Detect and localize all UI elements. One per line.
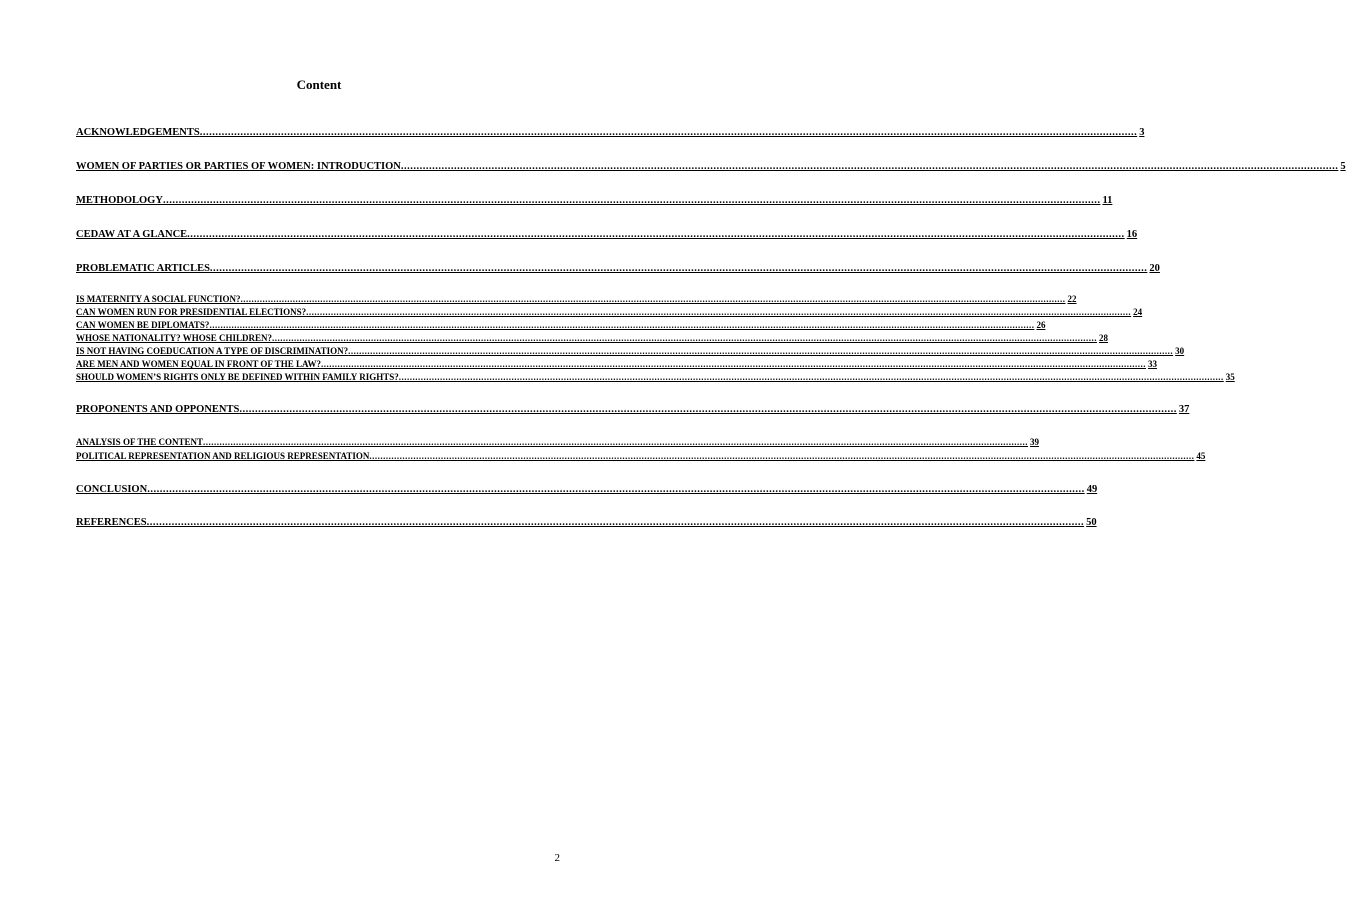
toc-leader-dots: ............................................................................................................................................................................................................................................................................................................ bbox=[209, 263, 1148, 274]
toc-entry-page: 28 bbox=[1098, 333, 1108, 343]
toc-entry-page: 11 bbox=[1102, 195, 1113, 206]
toc-subentry-equal-law[interactable] bbox=[76, 359, 1157, 369]
toc-entry-title: POLITICAL REPRESENTATION AND RELIGIOUS REPRESENTATION bbox=[76, 451, 370, 461]
toc-leader-dots: ............................................................................................................................................................................................................................................................................................................ bbox=[199, 127, 1138, 138]
toc-leader-dots: ............................................................................................................................................................................................................................................................................................................ bbox=[398, 372, 1224, 382]
toc-entry-title: IS NOT HAVING COEDUCATION A TYPE OF DISCRIMINATION? bbox=[76, 346, 349, 356]
table-of-contents bbox=[76, 0, 1346, 903]
toc-leader-dots: ............................................................................................................................................................................................................................................................................................................ bbox=[239, 404, 1177, 415]
toc-entry-title: PROBLEMATIC ARTICLES bbox=[76, 263, 210, 274]
toc-entry-references[interactable] bbox=[76, 517, 1097, 528]
toc-entry-title: WHOSE NATIONALITY? WHOSE CHILDREN? bbox=[76, 333, 272, 343]
page-title: Content bbox=[296, 77, 342, 92]
toc-entry-page: 39 bbox=[1029, 437, 1039, 447]
toc-subentry-representation[interactable] bbox=[76, 451, 1206, 461]
toc-subentry-diplomats[interactable] bbox=[76, 320, 1046, 330]
toc-entry-title: METHODOLOGY bbox=[76, 195, 163, 206]
toc-entry-page: 16 bbox=[1126, 229, 1138, 240]
toc-entry-page: 33 bbox=[1147, 359, 1157, 369]
toc-leader-dots: ............................................................................................................................................................................................................................................................................................................ bbox=[306, 307, 1132, 317]
toc-leader-dots: ............................................................................................................................................................................................................................................................................................................ bbox=[400, 161, 1339, 172]
toc-entry-title: CEDAW AT A GLANCE bbox=[76, 229, 188, 240]
toc-entry-title: CONCLUSION bbox=[76, 484, 148, 495]
toc-entry-title: ANALYSIS OF THE CONTENT bbox=[76, 437, 203, 447]
toc-entry-conclusion[interactable] bbox=[76, 484, 1098, 495]
toc-entry-cedaw[interactable] bbox=[76, 229, 1138, 240]
toc-entry-title: CAN WOMEN RUN FOR PRESIDENTIAL ELECTIONS? bbox=[76, 307, 307, 317]
toc-subentry-presidential[interactable] bbox=[76, 307, 1143, 317]
page-number: 2 bbox=[554, 852, 560, 864]
toc-leader-dots: ............................................................................................................................................................................................................................................................................................................ bbox=[187, 229, 1125, 240]
toc-entry-page: 5 bbox=[1340, 161, 1346, 172]
toc-leader-dots: ............................................................................................................................................................................................................................................................................................................ bbox=[162, 195, 1101, 206]
toc-leader-dots: ............................................................................................................................................................................................................................................................................................................ bbox=[369, 451, 1195, 461]
toc-entry-page: 30 bbox=[1175, 346, 1185, 356]
toc-entry-title: PROPONENTS AND OPPONENTS bbox=[76, 404, 240, 415]
toc-entry-page: 50 bbox=[1086, 517, 1097, 528]
toc-leader-dots: ............................................................................................................................................................................................................................................................................................................ bbox=[271, 333, 1097, 343]
toc-subentry-family-rights[interactable] bbox=[76, 372, 1235, 382]
toc-entry-page: 45 bbox=[1196, 451, 1206, 461]
toc-entry-proponents[interactable] bbox=[76, 404, 1190, 415]
toc-entry-title: WOMEN OF PARTIES OR PARTIES OF WOMEN: INTRODUCTION bbox=[76, 161, 401, 172]
toc-entry-title: REFERENCES bbox=[76, 517, 147, 528]
toc-subentry-maternity[interactable] bbox=[76, 294, 1077, 304]
toc-entry-page: 37 bbox=[1178, 404, 1190, 415]
toc-entry-page: 24 bbox=[1133, 307, 1143, 317]
toc-leader-dots: ............................................................................................................................................................................................................................................................................................................ bbox=[240, 294, 1066, 304]
toc-leader-dots: ............................................................................................................................................................................................................................................................................................................ bbox=[348, 346, 1174, 356]
toc-entry-problematic-articles[interactable] bbox=[76, 263, 1160, 274]
toc-entry-page: 20 bbox=[1149, 263, 1160, 274]
toc-leader-dots: ............................................................................................................................................................................................................................................................................................................ bbox=[146, 517, 1085, 528]
toc-entry-page: 49 bbox=[1086, 484, 1098, 495]
toc-leader-dots: ............................................................................................................................................................................................................................................................................................................ bbox=[209, 320, 1035, 330]
toc-entry-title: CAN WOMEN BE DIPLOMATS? bbox=[76, 320, 210, 330]
toc-entry-page: 3 bbox=[1139, 127, 1145, 138]
toc-leader-dots: ............................................................................................................................................................................................................................................................................................................ bbox=[320, 359, 1146, 369]
toc-entry-introduction[interactable] bbox=[76, 161, 1346, 172]
toc-entry-title: IS MATERNITY A SOCIAL FUNCTION? bbox=[76, 294, 241, 304]
toc-entry-page: 35 bbox=[1225, 372, 1235, 382]
toc-entry-page: 22 bbox=[1067, 294, 1077, 304]
toc-entry-methodology[interactable] bbox=[76, 195, 1113, 206]
toc-entry-title: ARE MEN AND WOMEN EQUAL IN FRONT OF THE LAW? bbox=[76, 359, 321, 369]
toc-entry-title: ACKNOWLEDGEMENTS bbox=[76, 127, 200, 138]
toc-leader-dots: ............................................................................................................................................................................................................................................................................................................ bbox=[202, 437, 1028, 447]
toc-entry-page: 26 bbox=[1036, 320, 1046, 330]
toc-leader-dots: ............................................................................................................................................................................................................................................................................................................ bbox=[147, 484, 1085, 495]
toc-subentry-coeducation[interactable] bbox=[76, 346, 1185, 356]
toc-subentry-analysis[interactable] bbox=[76, 437, 1039, 447]
toc-subentry-nationality[interactable] bbox=[76, 333, 1108, 343]
toc-entry-title: SHOULD WOMEN’S RIGHTS ONLY BE DEFINED WITHIN FAMILY RIGHTS? bbox=[76, 372, 399, 382]
toc-entry-acknowledgements[interactable] bbox=[76, 127, 1145, 138]
